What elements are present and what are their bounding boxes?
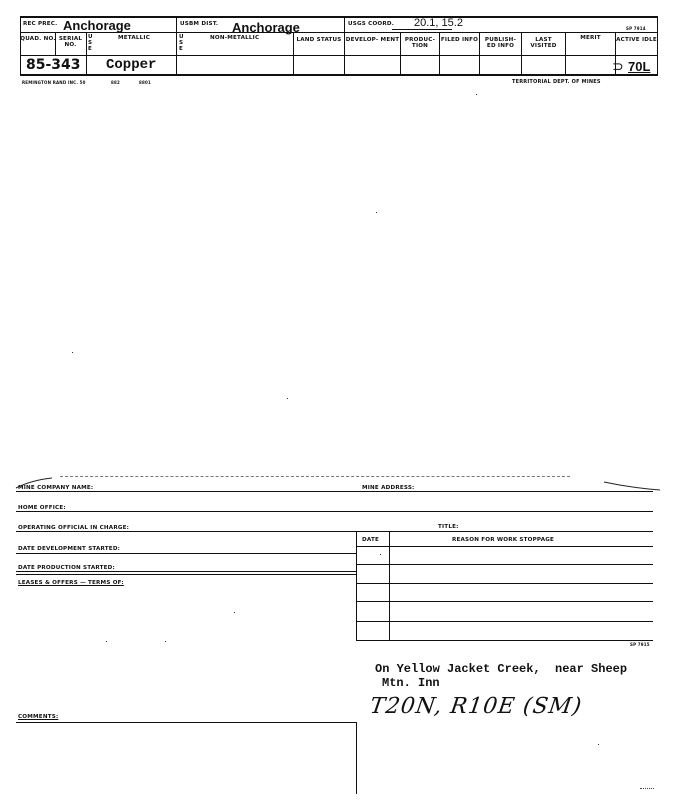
- leases-offers-label: LEASES & OFFERS — TERMS OF:: [18, 580, 124, 586]
- operating-official-label: OPERATING OFFICIAL IN CHARGE:: [18, 525, 130, 531]
- table-row-line: [356, 564, 653, 565]
- col-sep: [176, 16, 177, 76]
- speck: [476, 94, 477, 95]
- speck: [640, 788, 654, 789]
- row-line: [16, 574, 356, 575]
- col-production: PRODUC- TION: [404, 37, 436, 49]
- col-active-idle: ACTIVE IDLE: [616, 37, 657, 43]
- speck: [376, 212, 377, 213]
- col-filed-info: FILED INFO: [440, 37, 479, 43]
- col-use-nonmetallic: U S E: [179, 34, 184, 52]
- table-left-border: [356, 531, 357, 641]
- left-border: [20, 16, 21, 76]
- date-dev-started-label: DATE DEVELOPMENT STARTED:: [18, 546, 121, 552]
- speck: [165, 641, 166, 642]
- col-sep: [86, 32, 87, 76]
- row-line: [16, 531, 653, 532]
- speck: [598, 744, 599, 745]
- dept-line: TERRITORIAL DEPT. OF MINES: [512, 79, 601, 85]
- handwritten-township-note: T20N, R10E (SM): [368, 694, 584, 719]
- col-published-info: PUBLISH- ED INFO: [484, 37, 517, 49]
- reason-col-label: REASON FOR WORK STOPPAGE: [452, 537, 555, 543]
- speck: [72, 352, 73, 353]
- columns-divider: [20, 55, 658, 56]
- col-metallic: METALLIC: [118, 35, 151, 41]
- location-note-line1: On Yellow Jacket Creek, near Sheep: [375, 662, 628, 676]
- row-line: [16, 553, 356, 554]
- mine-company-name-label: MINE COMPANY NAME:: [18, 485, 94, 491]
- col-sep: [344, 16, 345, 76]
- table-row-line: [356, 640, 653, 641]
- right-border: [657, 16, 658, 76]
- row-line: [16, 571, 356, 572]
- table-row-line: [356, 583, 653, 584]
- row-line: [16, 491, 653, 492]
- date-prod-started-label: DATE PRODUCTION STARTED:: [18, 565, 115, 571]
- col-use-metallic: U S E: [88, 34, 93, 52]
- usgs-coord-value: 20.1, 15.2: [414, 17, 463, 29]
- active-idle-value: 70L: [628, 59, 651, 74]
- row-line: [16, 511, 653, 512]
- card-edge-curves: [12, 470, 662, 492]
- printer-code-1: 882: [111, 80, 120, 85]
- row-line: [16, 722, 356, 723]
- table-row-line: [356, 621, 653, 622]
- table-row-line: [356, 546, 653, 547]
- form-code-top: SP 7914: [626, 26, 646, 31]
- col-last-visited: LAST VISITED: [530, 37, 557, 49]
- form-code-bottom: SP 7915: [630, 642, 650, 647]
- table-date-sep: [389, 531, 390, 641]
- bottom-border: [20, 74, 658, 76]
- comments-sep: [356, 722, 357, 794]
- coord-underline: [392, 29, 452, 30]
- usbm-dist-value: Anchorage: [232, 20, 300, 35]
- home-office-label: HOME OFFICE:: [18, 505, 66, 511]
- usbm-dist-label: USBM DIST.: [180, 21, 219, 27]
- rec-prec-label: REC PREC.: [23, 21, 58, 27]
- date-col-label: DATE: [362, 537, 379, 543]
- col-development: DEVELOP- MENT: [345, 37, 400, 43]
- speck: [234, 612, 235, 613]
- col-land-status: LAND STATUS: [296, 37, 342, 43]
- col-non-metallic: NON-METALLIC: [210, 35, 260, 41]
- location-note-line2: Mtn. Inn: [382, 676, 440, 690]
- speck: [380, 554, 381, 555]
- col-merit: MERIT: [580, 35, 601, 41]
- title-label: TITLE:: [438, 524, 459, 530]
- speck: [287, 398, 288, 399]
- quad-serial-value: 85-343: [26, 57, 81, 73]
- table-row-line: [356, 601, 653, 602]
- speck: [106, 641, 107, 642]
- col-serial-no: SERIAL NO.: [58, 36, 83, 48]
- printer-code-2: 8801: [139, 80, 151, 85]
- rec-prec-value: Anchorage: [63, 18, 131, 33]
- merit-mark: ⊃: [612, 58, 624, 74]
- col-quad-no: QUAD. NO.: [20, 36, 56, 42]
- mine-address-label: MINE ADDRESS:: [362, 485, 415, 491]
- printer-line: REMINGTON RAND INC. 50: [22, 80, 86, 85]
- usgs-coord-label: USGS COORD.: [348, 21, 395, 27]
- metallic-value: Copper: [106, 57, 157, 73]
- comments-label: COMMENTS:: [18, 714, 59, 720]
